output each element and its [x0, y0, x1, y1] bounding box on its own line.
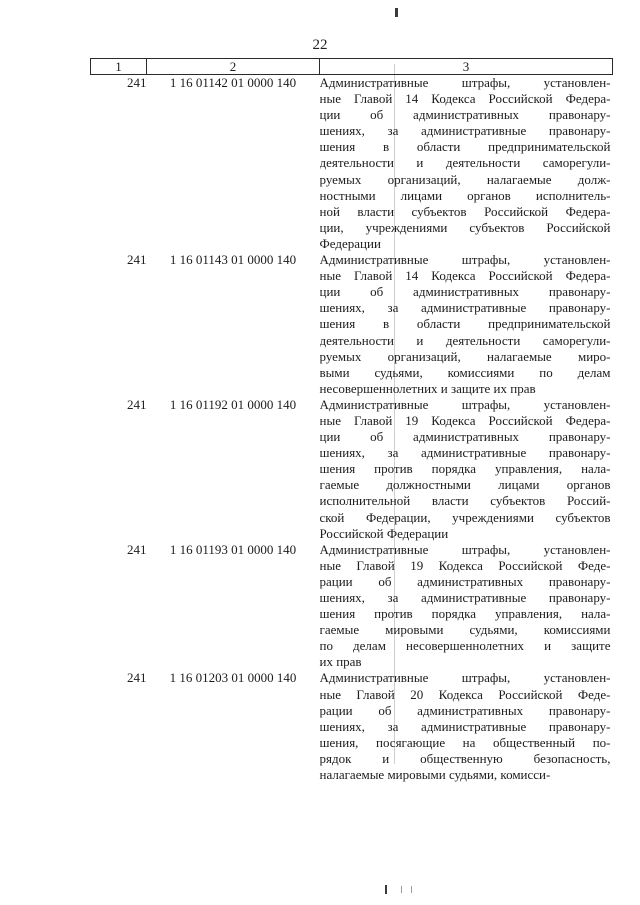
description-line: ской Федерации, учреждениями субъектов — [319, 509, 611, 525]
budget-classification-code-cell: 1 16 01203 01 0000 140 — [169, 670, 297, 686]
column-header-1: 1 — [91, 59, 147, 75]
description-line: шения в области предпринимательской — [319, 139, 611, 155]
description-line: их прав — [319, 654, 362, 670]
description-cell — [320, 397, 613, 542]
admin-code-cell: 241 — [127, 541, 147, 557]
description-line: рации об административных правонару- — [319, 573, 611, 589]
description-line: выми судьями, комиссиями по делам — [319, 364, 611, 380]
description-line: налагаемые мировыми судьями, комисси- — [319, 767, 551, 783]
description-line: ции об административных правонару- — [319, 107, 611, 123]
description-line: Российской Федерации — [319, 525, 449, 541]
table-row — [91, 252, 613, 397]
scan-artifact-mark — [401, 886, 402, 893]
description-cell — [320, 252, 613, 397]
admin-code-cell: 241 — [127, 396, 147, 412]
table-row — [91, 75, 613, 253]
description-line: шения, посягающие на общественный по- — [319, 734, 611, 750]
description-line: шения против порядка управления, нала- — [319, 461, 611, 477]
table-header-row — [91, 59, 613, 75]
budget-code-table — [90, 58, 613, 783]
description-line: Федерации — [319, 235, 381, 251]
column-header-2: 2 — [147, 59, 320, 75]
description-line: ные Главой 14 Кодекса Российской Федера- — [319, 268, 611, 284]
description-line: Административные штрафы, установлен- — [319, 541, 611, 557]
description-cell — [320, 670, 613, 783]
description-line: рации об административных правонару- — [319, 702, 611, 718]
scan-artifact-mark — [395, 8, 398, 17]
description-line: ции об административных правонару- — [319, 284, 611, 300]
description-line: руемых организаций, налагаемые долж- — [319, 171, 611, 187]
description-line: ные Главой 20 Кодекса Российской Феде- — [319, 686, 611, 702]
description-line: шения против порядка управления, нала- — [319, 606, 611, 622]
description-line: ные Главой 14 Кодекса Российской Федера- — [319, 91, 611, 107]
description-line: рядок и общественную безопасность, — [319, 750, 611, 766]
description-line: шениях, за административные правонару- — [319, 718, 611, 734]
description-line: ные Главой 19 Кодекса Российской Федера- — [319, 412, 611, 428]
scan-artifact-mark — [385, 885, 387, 894]
budget-classification-code-cell: 1 16 01142 01 0000 140 — [169, 75, 297, 90]
description-line: Административные штрафы, установлен- — [319, 252, 611, 268]
description-line: шениях, за административные правонару- — [319, 445, 611, 461]
description-line: несовершеннолетних и защите их прав — [319, 380, 536, 396]
scan-artifact-mark — [411, 886, 412, 893]
description-line: Административные штрафы, установлен- — [319, 75, 611, 90]
page-number: 22 — [312, 37, 328, 53]
budget-classification-code-cell: 1 16 01192 01 0000 140 — [169, 396, 297, 412]
description-line: деятельности и деятельности саморегули- — [319, 332, 611, 348]
column-header-3: 3 — [320, 59, 613, 75]
description-line: шениях, за административные правонару- — [319, 123, 611, 139]
admin-code-cell: 241 — [127, 670, 147, 686]
description-line: гаемые должностными лицами органов — [319, 477, 611, 493]
admin-code-cell: 241 — [127, 252, 147, 268]
description-line: ностными лицами органов исполнитель- — [319, 187, 611, 203]
budget-classification-code-cell: 1 16 01193 01 0000 140 — [169, 541, 297, 557]
table-row — [91, 670, 613, 783]
table-row — [91, 542, 613, 671]
description-line: гаемые мировыми судьями, комиссиями — [319, 622, 611, 638]
description-line: шениях, за административные правонару- — [319, 300, 611, 316]
description-line: ции об административных правонару- — [319, 429, 611, 445]
description-line: деятельности и деятельности саморегули- — [319, 155, 611, 171]
budget-classification-code-cell: 1 16 01143 01 0000 140 — [169, 252, 297, 268]
description-line: ции, учреждениями субъектов Российской — [319, 219, 611, 235]
description-line: ные Главой 19 Кодекса Российской Феде- — [319, 557, 611, 573]
description-line: Административные штрафы, установлен- — [319, 396, 611, 412]
table-row — [91, 397, 613, 542]
description-line: шения в области предпринимательской — [319, 316, 611, 332]
description-line: ной власти субъектов Российской Федера- — [319, 203, 611, 219]
description-line: по делам несовершеннолетних и защите — [319, 638, 611, 654]
description-line: шениях, за административные правонару- — [319, 590, 611, 605]
description-cell — [320, 75, 613, 253]
description-cell — [320, 542, 613, 671]
admin-code-cell: 241 — [127, 75, 147, 90]
description-line: Административные штрафы, установлен- — [319, 670, 611, 686]
description-line: руемых организаций, налагаемые миро- — [319, 348, 611, 364]
description-line: исполнительной власти субъектов Россий- — [319, 493, 611, 509]
